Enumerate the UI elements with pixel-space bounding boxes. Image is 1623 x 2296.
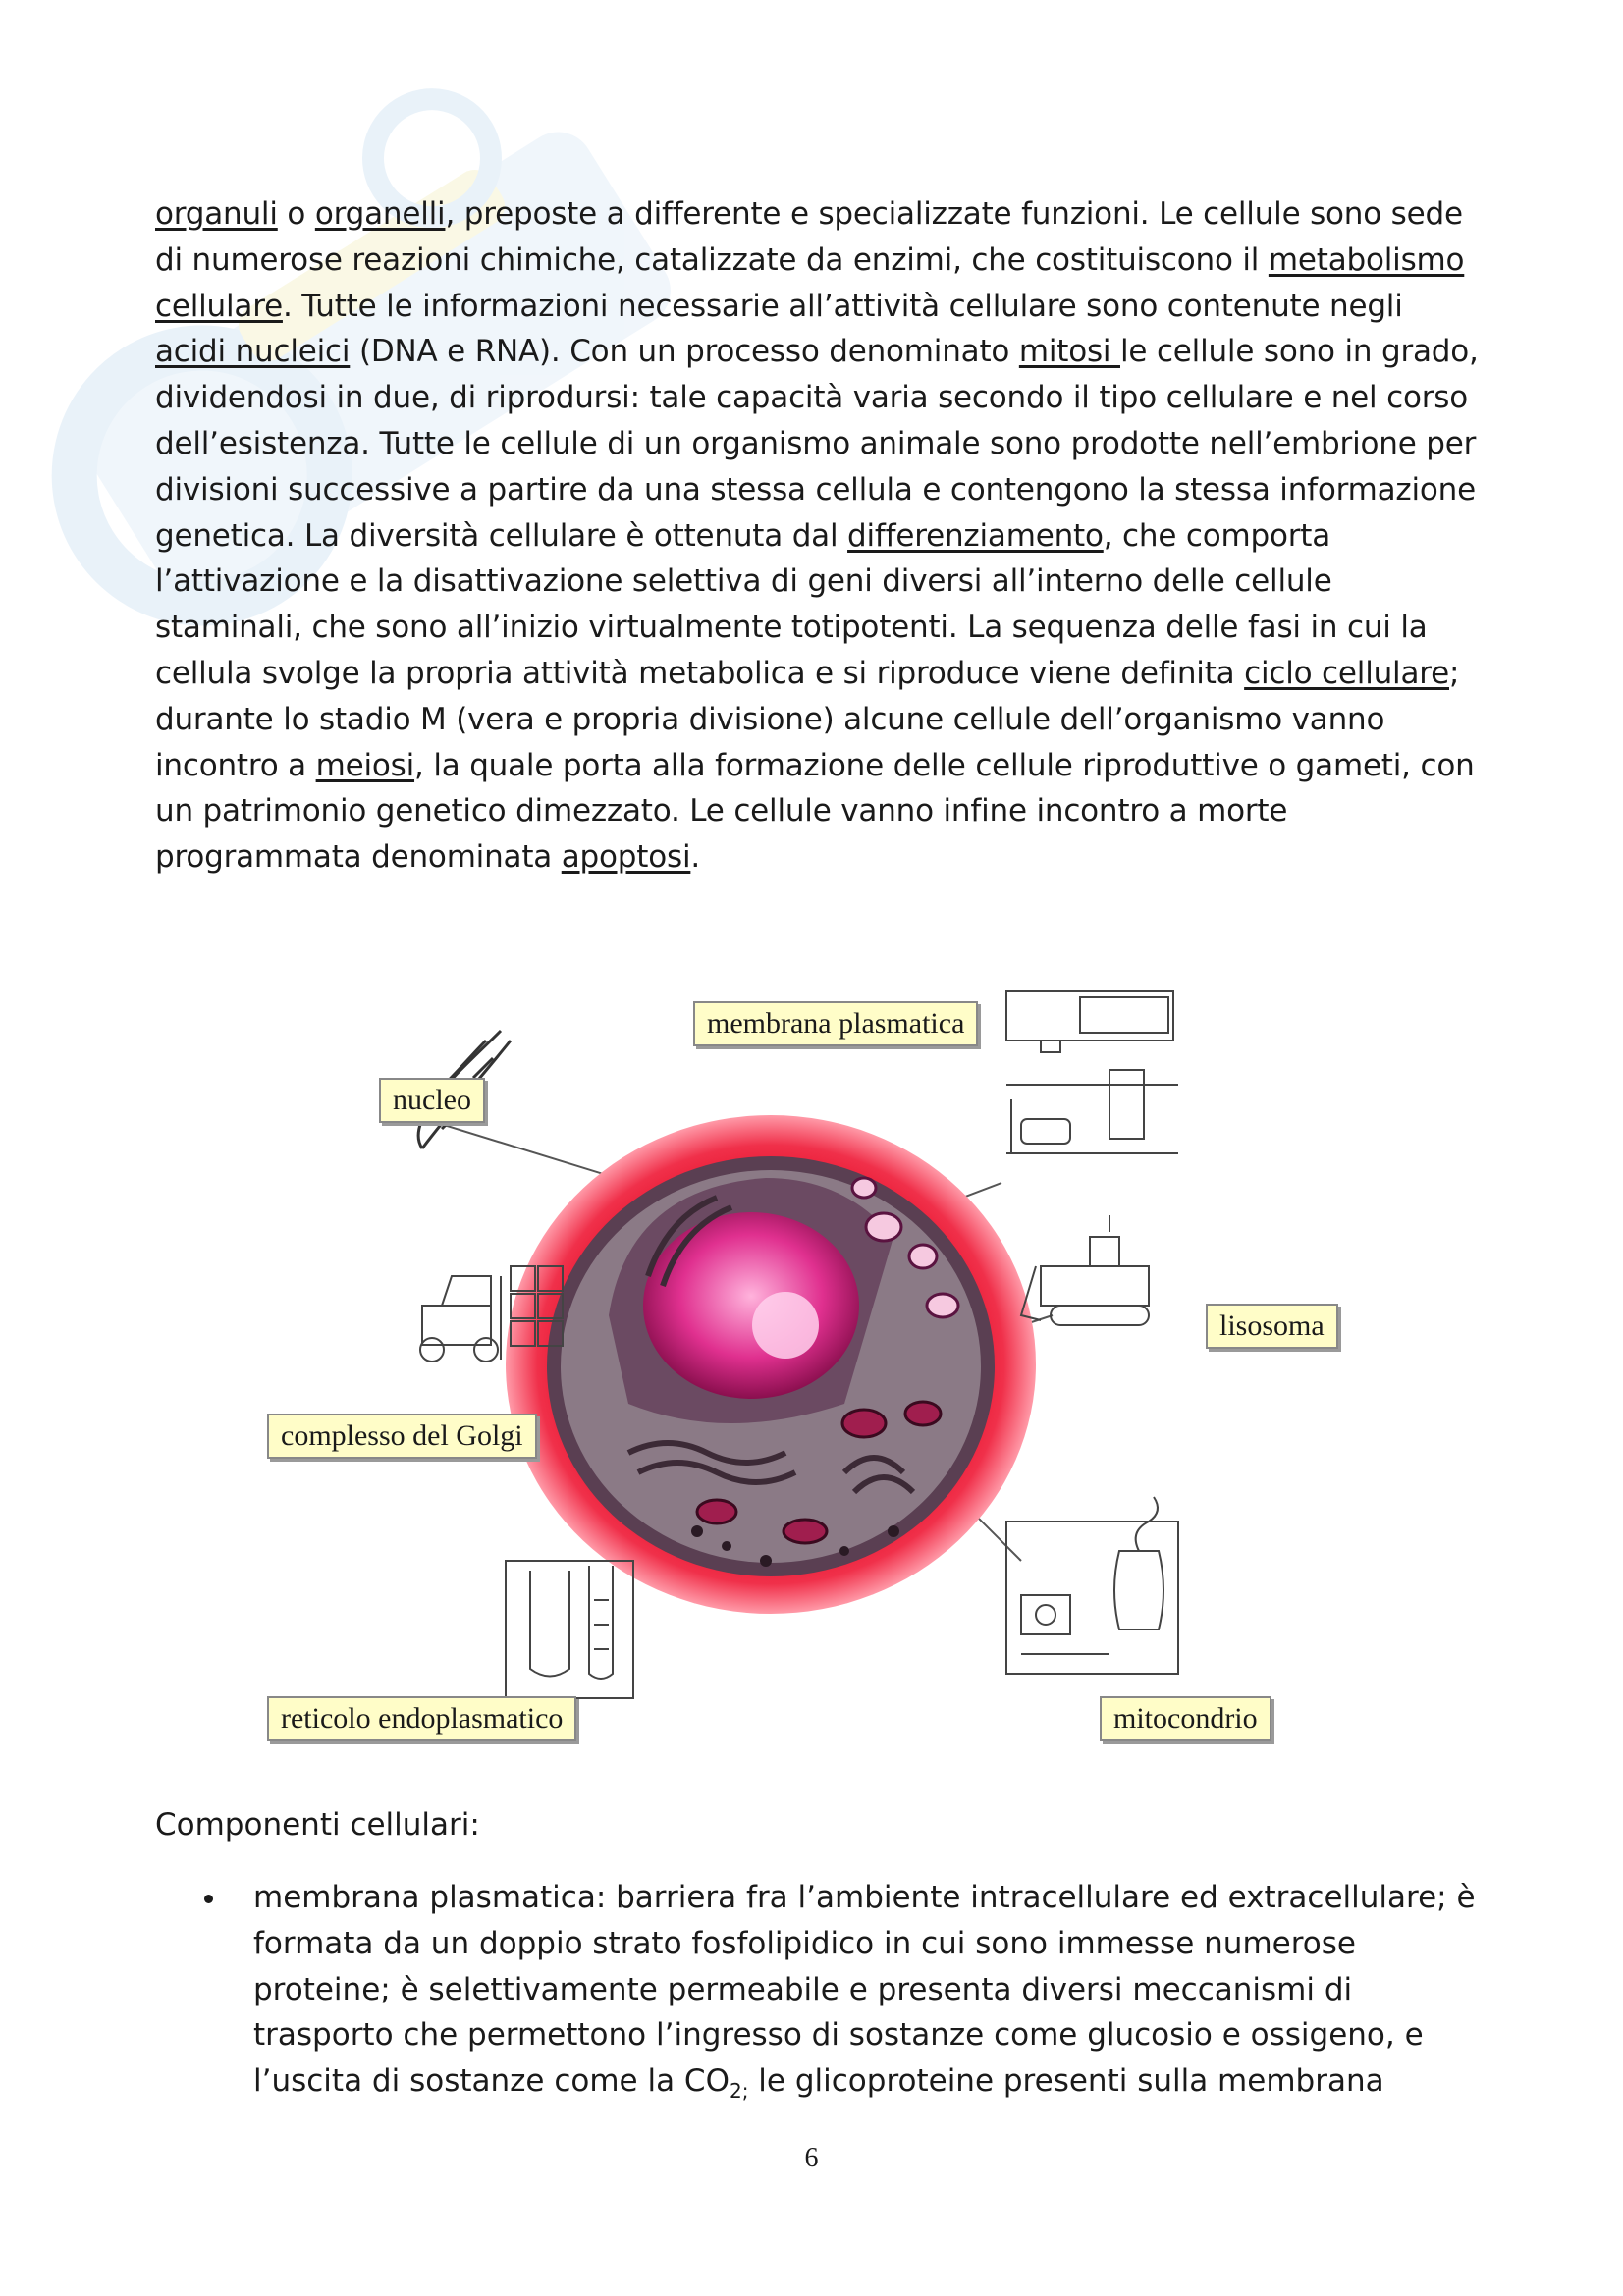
term-organuli: organuli (155, 196, 278, 232)
term-metabolismo-cellulare: metabolismo cellulare (155, 241, 1465, 324)
label-nucleo: nucleo (379, 1078, 485, 1123)
term-organelli: organelli (314, 196, 446, 232)
text-run: le cellule sono in grado, dividendosi in due, di riprodursi: tale capacità varia secondo il tipo cellulare e nel corso dell’esistenza. Tutte le cellule di un organismo animale sono prodotte nell’embrione per divisioni successive a partire da una stessa cellula e contengono la stessa informazione genetica. La diversità cellulare è ottenuta dal (155, 334, 1479, 554)
label-lisosoma: lisosoma (1206, 1304, 1338, 1349)
text-run: (DNA e RNA). Con un processo denominato (350, 334, 1019, 370)
term-mitosi: mitosi (1018, 334, 1120, 370)
term-ciclo-cellulare: ciclo cellulare (1244, 655, 1449, 691)
text-run: . (690, 839, 701, 876)
power-plant-icon (1006, 1497, 1178, 1674)
cell-diagram (255, 982, 1345, 1767)
label-complesso-golgi: complesso del Golgi (267, 1414, 537, 1459)
term-differenziamento: differenziamento (847, 517, 1104, 554)
text-run: ; durante lo stadio M (vera e propria divisione) alcune cellule dell’organismo vanno incontro a (155, 655, 1460, 783)
text-run: , preposte a differente e specializzate funzioni. Le cellule sono sede di numerose reazioni chimiche, catalizzate da enzimi, che costituiscono il (155, 196, 1463, 278)
list-item (155, 1875, 1490, 2114)
label-reticolo-endoplasmatico: reticolo endoplasmatico (267, 1696, 576, 1741)
building-icon (1006, 991, 1178, 1153)
text-run: , che comporta l’attivazione e la disattivazione selettiva di geni diversi all’interno delle cellule staminali, che sono all’inizio virtualmente totipotenti. La sequenza delle fasi in cui la cellula svolge la propria attività metabolica e si riproduce viene definita (155, 517, 1428, 691)
subscript-text: 2; (729, 2079, 749, 2104)
page-number: 6 (804, 2143, 819, 2173)
cell-body (506, 1115, 1036, 1614)
text-run: , la quale porta alla formazione delle cellule riproduttive o gameti, con un patrimonio genetico dimezzato. Le cellule vanno infine incontro a morte programmata denominata (155, 747, 1475, 876)
bulldozer-icon (1021, 1215, 1149, 1325)
term-meiosi: meiosi (315, 747, 415, 783)
list-item-text-continued: le glicoproteine presenti sulla membrana (748, 2063, 1384, 2100)
list-item-text: membrana plasmatica: barriera fra l’ambiente intracellulare ed extracellulare; è formata da un doppio strato fosfolipidico in cui sono immesse numerose proteine; è selettivamente permeabile e presenta diversi meccanismi di trasporto che permettono l’ingresso di sostanze come glucosio e ossigeno, e l’uscita di sostanze come la CO (253, 1880, 1476, 2100)
section-title: Componenti cellulari: (155, 1807, 480, 1842)
term-acidi-nucleici: acidi nucleici (155, 334, 351, 370)
label-membrana-plasmatica: membrana plasmatica (693, 1001, 978, 1046)
bullet-icon (204, 1895, 213, 1903)
term-apoptosi: apoptosi (561, 839, 691, 876)
lab-glassware-icon (506, 1561, 633, 1698)
text-run: . Tutte le informazioni necessarie all’attività cellulare sono contenute negli (282, 288, 1403, 324)
text-run: o (277, 196, 315, 232)
label-mitocondrio: mitocondrio (1100, 1696, 1271, 1741)
components-list (155, 1875, 1490, 2114)
intro-paragraph (155, 191, 1481, 881)
